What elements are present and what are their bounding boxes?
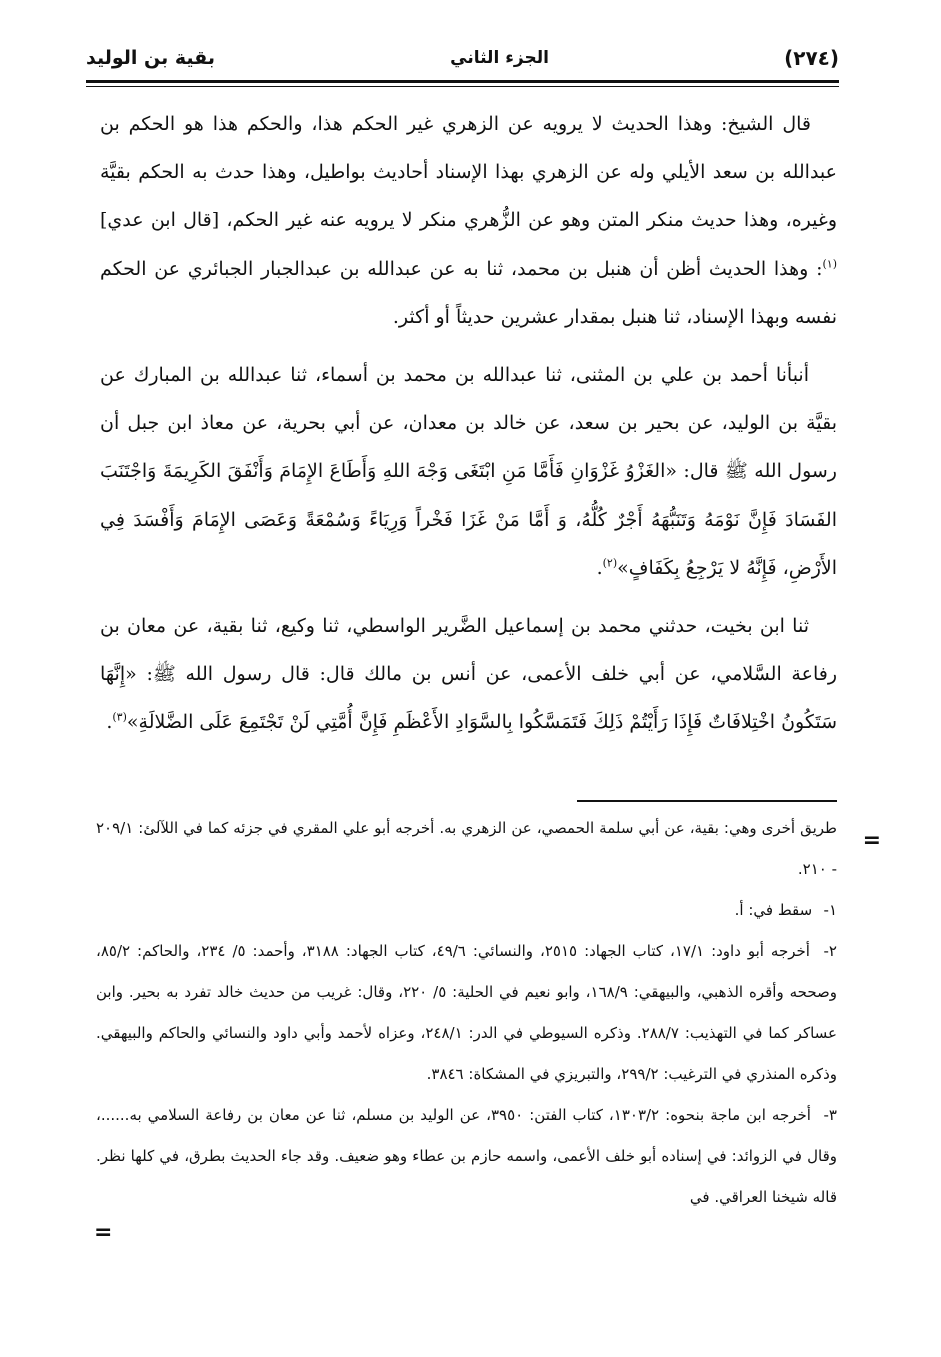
footnote-text: أخرجه ابن ماجة بنحوه: ١٣٠٣/٢، كتاب الفتن: ٣٩٥٠، عن الوليد بن مسلم، ثنا عن معان بن رفاعة السلامي به......، وقال في الزوائد: في إسناده أبو خلف الأعمى، واسمه حازم بن عطاء وهو ضعيف. وقد جاء الحديث بطرق، في كلها نظر. قاله شيخنا العراقي. في — [96, 1106, 837, 1206]
footnote-2 — [96, 931, 837, 1095]
main-text — [100, 100, 837, 757]
paragraph-3-text-b: . — [106, 711, 113, 734]
footnote-text: أخرجه أبو داود: ١٧/١، كتاب الجهاد: ٢٥١٥، والنسائي: ٤٩/٦، كتاب الجهاد: ٣١٨٨، وأحمد: ٥/ ٢٣٤، والحاكم: ٨٥/٢، وصححه وأقره الذهبي، والبيهقي: ١٦٨/٩، وابو نعيم في الحلية: ٥/ ٢٢٠، وقال: غريب من حديث خالد تفرد به بحير. وابن عساكر كما في التهذيب: ٢٨٨/٧. وذكره السيوطي في الدر: ٢٤٨/١، وعزاه لأحمد وأبي داود والنسائي والحاكم والبيهقي. وذكره المنذري في الترغيب: ٢٩٩/٢، والتبريزي في المشكاة: ٣٨٤٦. — [96, 942, 837, 1083]
footnote-number: ٢- — [823, 942, 837, 960]
footnote-number: ٣- — [823, 1106, 837, 1124]
paragraph-3-text-a: ثنا ابن بخيت، حدثني محمد بن إسماعيل الضَّرير الواسطي، ثنا وكيع، ثنا بقية، عن معان بن رفاعة السَّلامي، عن أبي خلف الأعمى، عن أنس بن مالك قال: قال رسول الله ﷺ: — [100, 615, 837, 686]
paragraph-1-text-b: : وهذا الحديث أظن أن هنبل بن محمد، ثنا به عن عبدالله بن عبدالجبار الجبائري عن الحكم نفسه وبهذا الإسناد، ثنا هنبل بمقدار عشرين حديثاً أو أكثر. — [100, 257, 837, 328]
hadith-text-1: «الغَزْوُ غَزْوَانِ فَأَمَّا مَنِ ابْتَغَى وَجْهَ اللهِ وَأَطَاعَ الإِمَامَ وَأَنْفَقَ الكَرِيمَةَ وَاجْتَنَبَ الفَسَادَ فَإِنَّ نَوْمَهُ وَتَنَبُّهَهُ أَجْرٌ كُلُّهُ، وَ أَمَّا مَنْ غَزَا فَخْراً وَرِيَاءً وَسُمْعَةً وَعَصَى الإِمَامَ وَأَفْسَدَ فِي الأَرْضِ، فَإِنَّهُ لا يَرْجِعُ بِكَفَافٍ» — [100, 460, 837, 579]
footnote-ref-1: (١) — [822, 257, 837, 271]
header-rule — [86, 80, 839, 87]
footnote-1 — [96, 890, 837, 931]
footnote-number: ١- — [823, 901, 837, 919]
paragraph-2-text-a: أنبأنا أحمد بن علي بن المثنى، ثنا عبدالله بن محمد بن أسماء، ثنا عبدالله بن المبارك عن بقيَّة بن الوليد، عن بحير بن سعد، عن خالد بن معدان، عن أبي بحرية، عن معاذ ابن جبل أن رسول الله ﷺ قال: — [100, 364, 837, 483]
page-number: (٢٧٤) — [784, 46, 839, 70]
page-header — [86, 38, 839, 78]
paragraph-2-text-b: . — [596, 556, 603, 579]
footnote-3 — [96, 1095, 837, 1218]
footnote-ref-2: (٢) — [602, 556, 618, 570]
footnote-rule — [577, 800, 837, 802]
paragraph-1-text-a: قال الشيخ: وهذا الحديث لا يرويه عن الزهري غير الحكم هذا، والحكم هذا هو الحكم بن عبدالله بن سعد الأيلي وله عن الزهري بهذا الإسناد أحاديث بواطيل، وهذا حدث به الحكم بقيَّة وغيره، وهذا حديث منكر المتن وهو عن الزُّهري منكر لا يرويه عنه غير الحكم، [قال ابن عدي] — [100, 113, 837, 232]
footnote-text: سقط في: أ. — [734, 901, 813, 919]
footnote-continued: طريق أخرى وهي: بقية، عن أبي سلمة الحمصي، عن الزهري به. أخرجه أبو علي المقري في جزئه كما في اللآلئ: ٢٠٩/١ - ٢١٠. — [96, 819, 837, 878]
paragraph-2 — [100, 351, 837, 592]
paragraph-3 — [100, 602, 837, 747]
footnotes — [96, 808, 837, 1218]
paragraph-1 — [100, 100, 837, 341]
hadith-text-2: «إِنَّهَا سَتَكُونُ اخْتِلافَاتٌ فَإِذَا رَأَيْتُمْ ذَلِكَ فَتَمَسَّكُوا بِالسَّوَادِ الأَعْظَمِ فَإِنَّ أُمَّتِي لَنْ تَجْتَمِعَ عَلَى الضَّلالَةِ» — [100, 663, 837, 734]
part-title: الجزء الثاني — [450, 48, 549, 68]
footnote-ref-3: (٣) — [112, 711, 127, 725]
continuation-mark: = — [862, 828, 881, 853]
end-continuation-mark: = — [94, 1220, 113, 1245]
running-title: بقية بن الوليد — [86, 47, 215, 69]
